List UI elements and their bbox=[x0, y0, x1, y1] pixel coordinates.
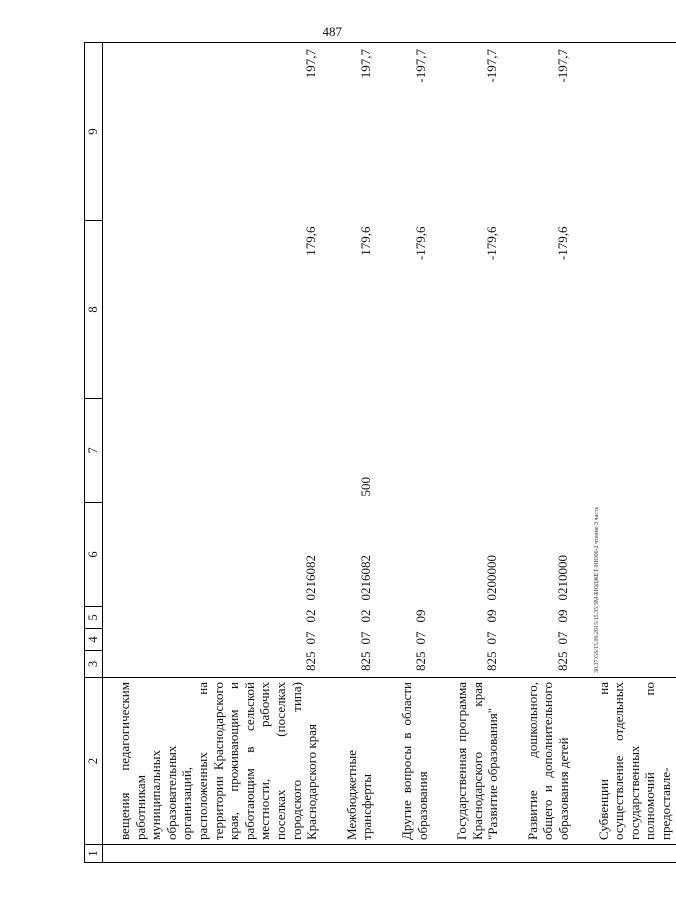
cell-section bbox=[594, 629, 676, 651]
budget-table bbox=[84, 42, 676, 863]
cell-subsection: 02 bbox=[357, 609, 373, 623]
cell-ministry-code: 825 bbox=[413, 651, 429, 671]
cell-ministry-code bbox=[594, 651, 676, 678]
col-header-5: 5 bbox=[85, 607, 103, 629]
cell-ministry-code: 825 bbox=[483, 651, 499, 671]
cell-amount-year1 bbox=[594, 221, 676, 399]
cell-ministry-code: 825 bbox=[554, 651, 570, 671]
table-row bbox=[115, 43, 322, 863]
col-header-7: 7 bbox=[85, 399, 103, 503]
cell-target-article: 0210000 bbox=[554, 555, 570, 601]
cell-target-article: 0216082 bbox=[357, 555, 373, 601]
page-number: 487 bbox=[322, 24, 342, 39]
cell-ministry-code: 825 bbox=[302, 651, 318, 671]
table-row bbox=[523, 43, 574, 863]
cell-expense-type bbox=[397, 399, 432, 503]
cell-expense-type bbox=[115, 399, 322, 503]
cell-expense-type bbox=[452, 399, 503, 503]
cell-amount-year2: -197,7 bbox=[452, 43, 503, 221]
col-header-2: 2 bbox=[85, 678, 103, 845]
table-row bbox=[594, 43, 676, 863]
document-footer-code: 30.37.G6/15.06.2015/15.35/ЗМ-БЮДЖЕТ-НЮ06-2 чтение 3 часть bbox=[594, 506, 600, 674]
cell-section: 07 bbox=[357, 631, 373, 645]
cell-amount-year1: 179,6 bbox=[357, 226, 373, 256]
cell-subsection bbox=[594, 607, 676, 629]
col-header-1: 1 bbox=[85, 845, 103, 863]
cell-target-article bbox=[397, 503, 432, 607]
cell-target-article bbox=[594, 503, 676, 607]
row-description: Субвенции на осуществление отдельных государственных полномочий по предоставле- bbox=[594, 678, 676, 845]
cell-amount-year1: 179,6 bbox=[302, 226, 318, 256]
cell-amount-year2: 197,7 bbox=[115, 43, 322, 221]
col-header-3: 3 bbox=[85, 651, 103, 678]
col-header-4: 4 bbox=[85, 629, 103, 651]
cell-ministry-code: 825 bbox=[357, 651, 373, 671]
cell-section: 07 bbox=[302, 631, 318, 645]
cell-amount-year2: 197,7 bbox=[342, 43, 377, 221]
col-header-6: 6 bbox=[85, 503, 103, 607]
table-row bbox=[342, 43, 377, 863]
row-description: Государственная программа Краснодарского края "Развитие образования" bbox=[452, 678, 503, 845]
table-row bbox=[452, 43, 503, 863]
cell-expense-type bbox=[594, 399, 676, 503]
cell-subsection: 09 bbox=[554, 609, 570, 623]
cell-expense-type: 500 bbox=[357, 477, 373, 497]
cell-amount-year2: -197,7 bbox=[397, 43, 432, 221]
row-description: вещения педагогическим работникам муниципальных образовательных организаций, расположенных на территории Краснодарского края, проживающим и работающим в сельской местности, рабочих поселках (поселках городского типа) Краснодарского края bbox=[115, 678, 322, 845]
cell-section: 07 bbox=[413, 631, 429, 645]
row-description: Другие вопросы в области образования bbox=[397, 678, 432, 845]
cell-target-article: 0200000 bbox=[483, 555, 499, 601]
cell-section: 07 bbox=[483, 631, 499, 645]
table-header-row bbox=[85, 43, 103, 863]
cell-target-article: 0216082 bbox=[302, 555, 318, 601]
cell-subsection: 09 bbox=[483, 609, 499, 623]
table-row bbox=[397, 43, 432, 863]
col-header-8: 8 bbox=[85, 221, 103, 399]
cell-amount-year2 bbox=[594, 43, 676, 221]
col-header-9: 9 bbox=[85, 43, 103, 221]
cell-amount-year1: -179,6 bbox=[413, 226, 429, 261]
cell-subsection: 02 bbox=[302, 609, 318, 623]
row-description: Межбюджетные трансферты bbox=[342, 678, 377, 845]
row-description: Развитие дошкольного, общего и дополнительного образования детей bbox=[523, 678, 574, 845]
cell-section: 07 bbox=[554, 631, 570, 645]
cell-amount-year1: -179,6 bbox=[483, 226, 499, 261]
cell-amount-year1: -179,6 bbox=[554, 226, 570, 261]
cell-expense-type bbox=[523, 399, 574, 503]
cell-amount-year2: -197,7 bbox=[523, 43, 574, 221]
cell-subsection: 09 bbox=[413, 609, 429, 623]
